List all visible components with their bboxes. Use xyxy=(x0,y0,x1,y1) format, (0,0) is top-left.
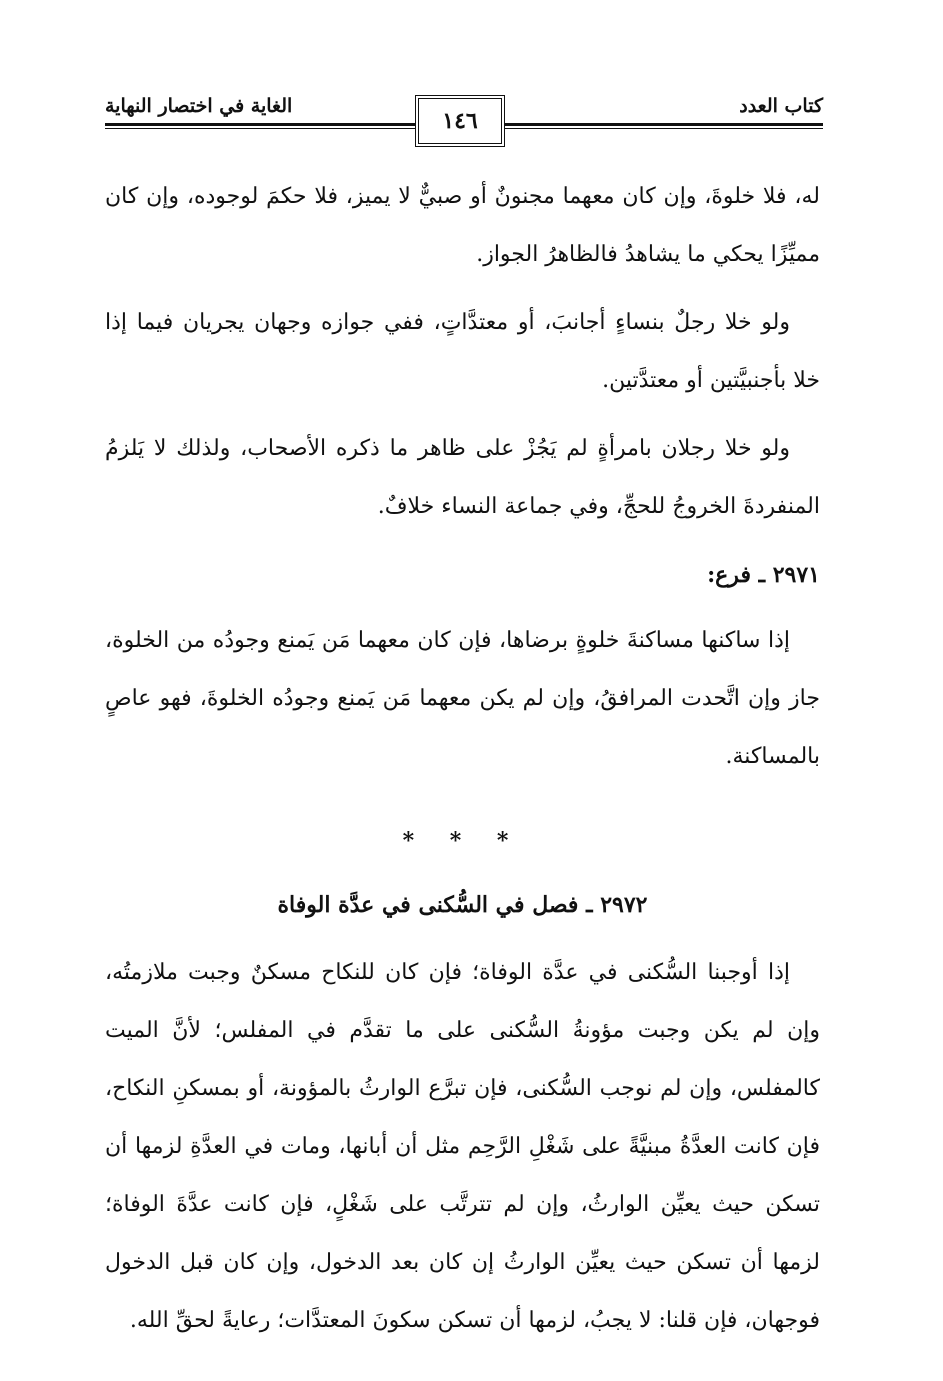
chapter-title: كتاب العدد xyxy=(739,95,823,117)
running-header xyxy=(105,95,823,155)
paragraph-5: إذا أوجبنا السُّكنى في عدَّة الوفاة؛ فإن كان للنكاح مسكنٌ وجبت ملازمتُه، وإن لم يكن وجبت مؤونةُ السُّكنى على ما تقدَّم في المفلس؛ لأنَّ الميت كالمفلس، وإن لم نوجب السُّكنى، فإن تبرَّع الوارثُ بالمؤونة، أو بمسكنِ النكاح، فإن كانت العدَّةُ مبنيَّةً على شَغْلِ الرَّحِم مثل أن أبانها، ومات في العدَّةِ لزمها أن تسكن حيث يعيِّن الوارثُ، وإن لم تترتَّب على شَغْلٍ، فإن كانت عدَّةَ الوفاة؛ لزمها أن تسكن حيث يعيِّن الوارثُ إن كان بعد الدخول، وإن كان قبل الدخول فوجهان، فإن قلنا: لا يجبُ، لزمها أن تسكن سكونَ المعتدَّات؛ رعايةً لحقِّ الله. xyxy=(105,960,820,1333)
section-separator: * * * xyxy=(402,828,523,854)
paragraph-3: ولو خلا رجلان بامرأةٍ لم يَجُزْ على ظاهر ما ذكره الأصحاب، ولذلك لا يَلزمُ المنفردةَ الخروجُ للحجِّ، وفي جماعة النساء خلافٌ. xyxy=(105,436,820,519)
paragraph-4: إذا ساكنها مساكنةَ خلوةٍ برضاها، فإن كان معهما مَن يَمنع وجودُه من الخلوة، جاز وإن اتَّحدت المرافقُ، وإن لم يكن معهما مَن يَمنع وجودُه الخلوةَ، فهو عاصٍ بالمساكنة. xyxy=(105,628,820,769)
paragraph-1: له، فلا خلوةَ، وإن كان معهما مجنونٌ أو صبيٌّ لا يميز، فلا حكمَ لوجوده، وإن كان مميِّزًا يحكي ما يشاهدُ فالظاهرُ الجواز. xyxy=(105,184,820,267)
paragraph-2: ولو خلا رجلٌ بنساءٍ أجانبَ، أو معتدَّاتٍ، ففي جوازه وجهان يجريان فيما إذا خلا بأجنبيَّتين أو معتدَّتين. xyxy=(105,310,820,393)
branch-heading: ٢٩٧١ ـ فرع: xyxy=(707,562,820,588)
section-title: ٢٩٧٢ ـ فصل في السُّكنى في عدَّة الوفاة xyxy=(277,892,648,918)
page-number: ١٤٦ xyxy=(442,108,478,134)
book-title: الغاية في اختصار النهاية xyxy=(105,95,293,117)
page-number-box xyxy=(415,95,505,147)
page-body xyxy=(105,168,820,1350)
